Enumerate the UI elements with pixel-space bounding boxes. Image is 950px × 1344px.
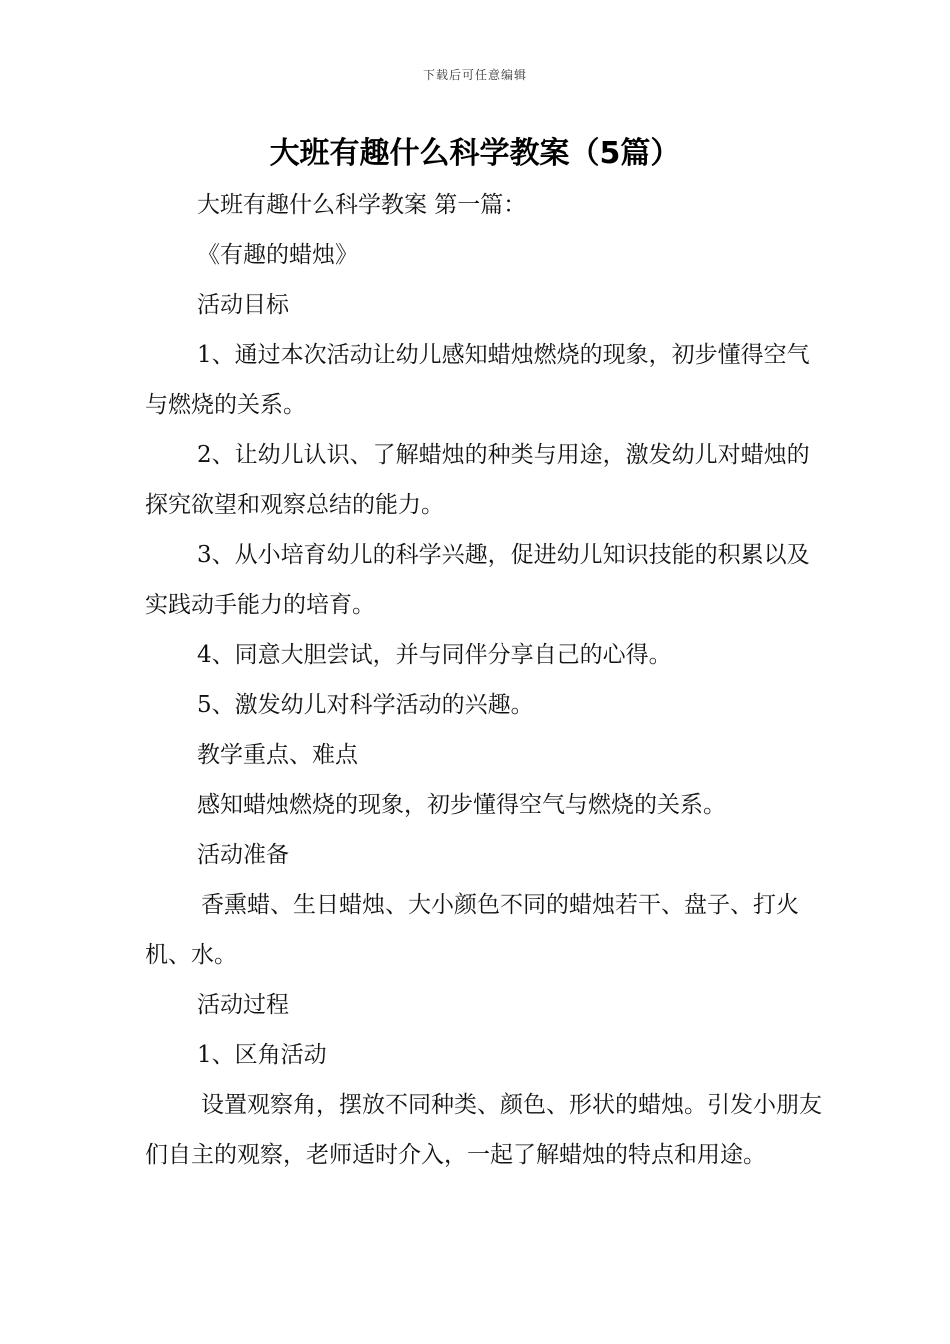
document-body <box>145 180 825 1180</box>
goal-item: 1、通过本次活动让幼儿感知蜡烛燃烧的现象，初步懂得空气与燃烧的关系。 <box>145 342 810 418</box>
header-note: 下载后可任意编辑 <box>422 68 527 82</box>
process-text: 设置观察角，摆放不同种类、颜色、形状的蜡烛。引发小朋友们自主的观察，老师适时介入，一起了解蜡烛的特点和用途。 <box>145 1092 822 1168</box>
section-heading: 大班有趣什么科学教案 第一篇： <box>197 192 527 218</box>
goal-item: 4、同意大胆尝试，并与同伴分享自己的心得。 <box>197 642 672 668</box>
goal-item: 2、让幼儿认识、了解蜡烛的种类与用途，激发幼儿对蜡烛的探究欲望和观察总结的能力。 <box>145 442 810 518</box>
process-step: 1、区角活动 <box>197 1042 327 1068</box>
subheading-focus: 教学重点、难点 <box>197 742 358 768</box>
lesson-title: 《有趣的蜡烛》 <box>197 242 358 268</box>
goal-item: 5、激发幼儿对科学活动的兴趣。 <box>197 692 534 718</box>
focus-text: 感知蜡烛燃烧的现象，初步懂得空气与燃烧的关系。 <box>197 792 726 818</box>
subheading-preparation: 活动准备 <box>197 842 289 868</box>
subheading-goals: 活动目标 <box>197 292 289 318</box>
document-title: 大班有趣什么科学教案（5篇） <box>269 136 681 171</box>
preparation-text: 香熏蜡、生日蜡烛、大小颜色不同的蜡烛若干、盘子、打火机、水。 <box>145 892 799 968</box>
goal-item: 3、从小培育幼儿的科学兴趣，促进幼儿知识技能的积累以及实践动手能力的培育。 <box>145 542 810 618</box>
subheading-process: 活动过程 <box>197 992 289 1018</box>
